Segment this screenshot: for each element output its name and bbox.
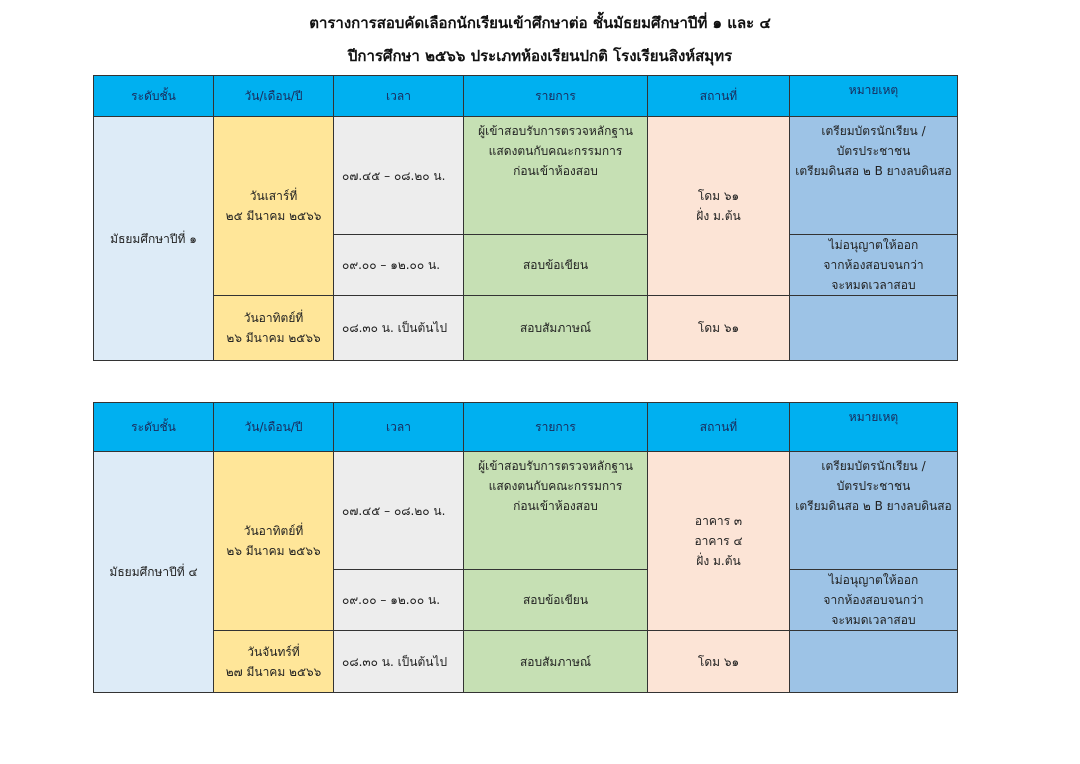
- item-cell: สอบสัมภาษณ์: [464, 296, 648, 361]
- text-line: จะหมดเวลาสอบ: [831, 278, 916, 292]
- date-cell: [214, 296, 334, 361]
- item-cell: [464, 117, 648, 235]
- time-cell: ๐๗.๔๕ – ๐๘.๒๐ น.: [334, 452, 464, 570]
- date: ๒๖ มีนาคม ๒๕๖๖: [226, 544, 321, 558]
- text-line: ก่อนเข้าห้องสอบ: [513, 164, 598, 178]
- text-line: จากห้องสอบจนกว่า: [823, 258, 924, 272]
- text-line: จะหมดเวลาสอบ: [831, 613, 916, 627]
- time-cell: ๐๙.๐๐ – ๑๒.๐๐ น.: [334, 235, 464, 296]
- document-title: ตารางการสอบคัดเลือกนักเรียนเข้าศึกษาต่อ ชั้นมัธยมศึกษาปีที่ ๑ และ ๔: [309, 14, 771, 32]
- header-row: [94, 403, 958, 452]
- column-header: เวลา: [334, 76, 464, 117]
- text-line: แสดงตนกับคณะกรรมการ: [488, 144, 623, 158]
- place-cell: [648, 117, 790, 296]
- text-line: ก่อนเข้าห้องสอบ: [513, 499, 598, 513]
- text-line: ไม่อนุญาตให้ออก: [828, 238, 919, 252]
- item-cell: [464, 452, 648, 570]
- column-header: วัน/เดือน/ปี: [214, 403, 334, 452]
- text-line: ไม่อนุญาตให้ออก: [828, 573, 919, 587]
- time-cell: ๐๘.๓๐ น. เป็นต้นไป: [334, 296, 464, 361]
- column-header: สถานที่: [648, 403, 790, 452]
- text-line: เตรียมดินสอ ๒ B ยางลบดินสอ: [795, 164, 952, 178]
- column-header: สถานที่: [648, 76, 790, 117]
- column-header: วัน/เดือน/ปี: [214, 76, 334, 117]
- column-header: เวลา: [334, 403, 464, 452]
- text-line: บัตรประชาชน: [836, 479, 911, 493]
- weekday: วันจันทร์ที่: [247, 644, 300, 659]
- note-cell: [790, 117, 958, 235]
- table-row: [94, 631, 958, 693]
- date-cell: [214, 117, 334, 296]
- text-line: บัตรประชาชน: [836, 144, 911, 158]
- document-subtitle: ปีการศึกษา ๒๕๖๖ ประเภทห้องเรียนปกติ โรงเรียนสิงห์สมุทร: [347, 47, 733, 65]
- column-header: ระดับชั้น: [94, 76, 214, 117]
- text-line: ผู้เข้าสอบรับการตรวจหลักฐาน: [478, 124, 633, 138]
- table-row: [94, 452, 958, 570]
- time-cell: ๐๙.๐๐ – ๑๒.๐๐ น.: [334, 570, 464, 631]
- text-line: จากห้องสอบจนกว่า: [823, 593, 924, 607]
- column-header: รายการ: [464, 403, 648, 452]
- date: ๒๕ มีนาคม ๒๕๖๖: [225, 209, 322, 223]
- place-cell: โดม ๖๑: [648, 631, 790, 693]
- item-cell: สอบข้อเขียน: [464, 570, 648, 631]
- place-cell: โดม ๖๑: [648, 296, 790, 361]
- header-row: [94, 76, 958, 117]
- level-cell: มัธยมศึกษาปีที่ ๑: [94, 117, 214, 361]
- text-line: เตรียมบัตรนักเรียน /: [821, 124, 926, 138]
- weekday: วันอาทิตย์ที่: [243, 311, 304, 325]
- column-header: หมายเหตุ: [790, 76, 958, 117]
- text-line: ฝั่ง ม.ต้น: [696, 209, 741, 223]
- text-line: โดม ๖๑: [697, 189, 740, 203]
- note-cell: [790, 631, 958, 693]
- text-line: อาคาร ๓: [694, 514, 743, 528]
- schedule-table: [93, 75, 958, 361]
- item-cell: สอบข้อเขียน: [464, 235, 648, 296]
- place-cell: [648, 452, 790, 631]
- column-header: ระดับชั้น: [94, 403, 214, 452]
- note-cell: [790, 235, 958, 296]
- text-line: แสดงตนกับคณะกรรมการ: [488, 479, 623, 493]
- weekday: วันเสาร์ที่: [249, 189, 298, 203]
- text-line: เตรียมบัตรนักเรียน /: [821, 459, 926, 473]
- column-header: หมายเหตุ: [790, 403, 958, 452]
- level-cell: มัธยมศึกษาปีที่ ๔: [94, 452, 214, 693]
- schedule-table: [93, 402, 958, 693]
- date: ๒๗ มีนาคม ๒๕๖๖: [225, 664, 322, 679]
- note-cell: [790, 452, 958, 570]
- text-line: อาคาร ๔: [694, 534, 743, 548]
- time-cell: ๐๗.๔๕ – ๐๘.๒๐ น.: [334, 117, 464, 235]
- text-line: ฝั่ง ม.ต้น: [696, 554, 741, 568]
- weekday: วันอาทิตย์ที่: [243, 524, 304, 538]
- date: ๒๖ มีนาคม ๒๕๖๖: [226, 331, 321, 345]
- time-cell: ๐๘.๓๐ น. เป็นต้นไป: [334, 631, 464, 693]
- table-row: [94, 117, 958, 235]
- text-line: ผู้เข้าสอบรับการตรวจหลักฐาน: [478, 459, 633, 473]
- note-cell: [790, 570, 958, 631]
- date-cell: [214, 631, 334, 693]
- note-cell: [790, 296, 958, 361]
- date-cell: [214, 452, 334, 631]
- table-row: [94, 296, 958, 361]
- text-line: เตรียมดินสอ ๒ B ยางลบดินสอ: [795, 499, 952, 513]
- column-header: รายการ: [464, 76, 648, 117]
- item-cell: สอบสัมภาษณ์: [464, 631, 648, 693]
